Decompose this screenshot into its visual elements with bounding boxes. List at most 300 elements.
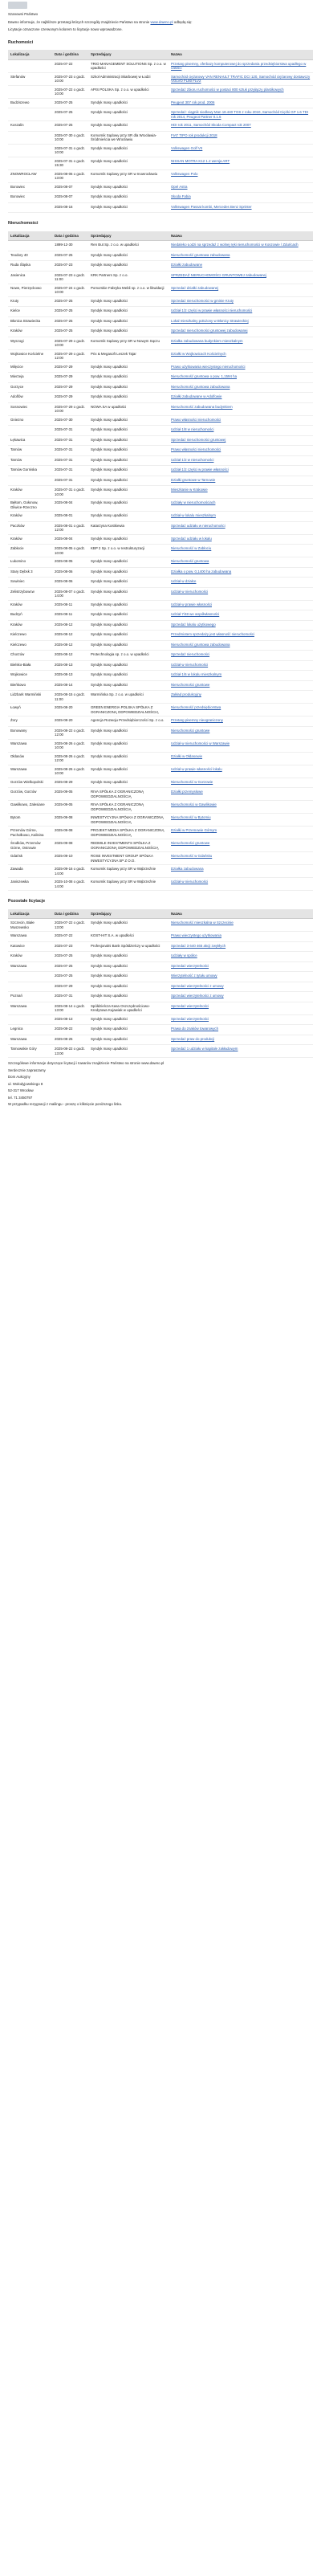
cell-location: Stefanów	[8, 72, 52, 85]
dawno-logo[interactable]	[8, 2, 27, 9]
cell-title-link[interactable]: Nieruchomość w Gorzowie	[169, 778, 313, 788]
cell-date: 2025-08-07	[52, 182, 88, 193]
cell-title-link[interactable]: Sprzedaż nieruchomości	[169, 651, 313, 661]
cell-location: Sosnowiec	[8, 402, 52, 415]
cell-location: Kielce	[8, 307, 52, 317]
cell-seller: Syndyk masy upadłości	[88, 261, 169, 271]
cell-title-link[interactable]: Sprzedaż nieruchomości w gminie Kruty	[169, 296, 313, 307]
table-row	[8, 296, 313, 307]
cell-location	[8, 131, 52, 144]
cell-title-link[interactable]: Sprzedaż lokalu użytkowego	[169, 620, 313, 631]
cell-date: 2025-07-31	[52, 466, 88, 476]
table-row	[8, 98, 313, 108]
cell-title-link[interactable]: Działki zabudowane w Adolfowie	[169, 393, 313, 403]
table-row	[8, 415, 313, 426]
cell-title-link[interactable]: Działki w Przemowie Górnym	[169, 827, 313, 839]
cell-seller: Syndyk masy upadłości	[88, 512, 169, 522]
table-row	[8, 382, 313, 393]
cell-title-link[interactable]: Przetarg pisemny, oferbazy komputerowej do sprzedania przedsiębiorstwa upadłego w całości	[169, 59, 313, 72]
cell-location: Lidzbark Warmiński	[8, 691, 52, 704]
table-row	[8, 631, 313, 641]
cell-title-link[interactable]: Nieruchomość gruntowa zabudowana	[169, 640, 313, 651]
cell-date: 2025-08-07	[52, 193, 88, 203]
cell-location: Zelistrzybowcw	[8, 587, 52, 600]
cell-date: 2025-07-25	[52, 251, 88, 261]
cell-location: Mierzeja	[8, 373, 52, 383]
cell-title-link[interactable]: FIAT TIPO rok produkcji 2018	[169, 131, 313, 144]
cell-title-link[interactable]: Udziały w nieruchomościach	[169, 499, 313, 512]
cell-date: 2025-07-25	[52, 327, 88, 337]
cell-date: 2025-08-14	[52, 680, 88, 691]
table-row	[8, 788, 313, 801]
cell-location: Stary Dębsk 3	[8, 567, 52, 578]
cell-date: 2025-08-16	[52, 202, 88, 213]
cell-date: 2025-07-25	[52, 121, 88, 132]
cell-title-link[interactable]: Zakład produkcyjny	[169, 691, 313, 704]
cell-location	[8, 1014, 52, 1025]
cell-title-link[interactable]: Udział w prawie własności lokalu	[169, 765, 313, 778]
cell-location: Kraków	[8, 327, 52, 337]
table-header-row	[8, 50, 313, 59]
new-auctions-note: Licytacje oznaczone czerwonym kolorem to licytacje nowo wprowadzone.	[8, 27, 123, 31]
cell-location: Koszalin	[8, 121, 52, 132]
cell-date: 2025-08-01	[52, 512, 88, 522]
cell-title-link[interactable]: Peugeot 307 rok prod. 2006	[169, 98, 313, 108]
table-row	[8, 202, 313, 213]
cell-date: 2025-07-31	[52, 992, 88, 1002]
cell-date: 2025-08-12	[52, 640, 88, 651]
cell-date: 2025-08-26 o godz. 10:00	[52, 739, 88, 752]
cell-location	[8, 85, 52, 98]
cell-date: 2025-08-22	[52, 1025, 88, 1035]
cell-date: 2025-08-26 o godz. 10:00	[52, 765, 88, 778]
cell-title-link[interactable]: Nieruchomości gruntowe	[169, 680, 313, 691]
cell-location: Gawlikowo, Zalesiane	[8, 801, 52, 814]
cell-location: Bieńkowo	[8, 680, 52, 691]
cell-title-link[interactable]: Wierzytelność z tytułu umowy	[169, 972, 313, 982]
cell-seller: Syndyk masy upadłości	[88, 631, 169, 641]
cell-title-link[interactable]: Sprzedaż udziału w nieruchomości	[169, 521, 313, 534]
table-row	[8, 827, 313, 839]
cell-seller: Syndyk masy upadłości	[88, 455, 169, 466]
cell-location: Kielczewo	[8, 640, 52, 651]
cell-title-link[interactable]: Nieruchomość gruntowa zabudowana	[169, 251, 313, 261]
cell-seller: Syndyk masy upadłości	[88, 316, 169, 327]
cell-seller: Syndyk masy upadłości	[88, 415, 169, 426]
cell-date: 2025-07-31 o godz. 15:30	[52, 157, 88, 169]
cell-title-link[interactable]: Udział 1/6 w lokalu mieszkalnym	[169, 671, 313, 681]
table-row	[8, 640, 313, 651]
table-row	[8, 72, 313, 85]
cell-title-link[interactable]: Udziały w spółce	[169, 952, 313, 962]
table-row	[8, 778, 313, 788]
cell-title-link[interactable]: Udział w nieruchomości	[169, 660, 313, 671]
cell-seller: APIS POLSKA Sp. z o.o. w upadłości	[88, 85, 169, 98]
cell-title-link[interactable]: Udział w nieruchomości	[169, 587, 313, 600]
table-row	[8, 726, 313, 739]
cell-seller: Syndyk masy upadłości	[88, 600, 169, 610]
cell-title-link[interactable]: Działki przemysłowe	[169, 788, 313, 801]
cell-location	[8, 982, 52, 992]
cell-seller: PROJEKT MEDIA SPÓŁKA Z OGRANICZONĄ ODPOWIEDZIALNOŚCIĄ	[88, 827, 169, 839]
cell-title-link[interactable]: Nieruchomość gruntowa	[169, 557, 313, 568]
table-row	[8, 85, 313, 98]
cell-date: 2025-07-31	[52, 435, 88, 446]
cell-title-link[interactable]: Sprzedaż wierzytelności	[169, 961, 313, 972]
cell-title-link[interactable]: Działki w Ołdasowie	[169, 752, 313, 765]
cell-title-link[interactable]: Nieruchomość zabudowana budynkiem	[169, 402, 313, 415]
cell-location: Nowe, Pierzęckowo	[8, 284, 52, 296]
table-row	[8, 362, 313, 373]
cell-location	[8, 972, 52, 982]
cell-title-link[interactable]: Przedmiotem sprzedaży jest własność nieruchomości	[169, 631, 313, 641]
cell-seller: Syndyk masy upadłości	[88, 919, 169, 932]
cell-date: 2025-08-11	[52, 610, 88, 621]
cell-seller: Syndyk masy upadłości	[88, 435, 169, 446]
cell-location: Przemów Górne, Pachołkowo, Kalisina	[8, 827, 52, 839]
cell-title-link[interactable]: Działki gruntowe w Tarnowie	[169, 476, 313, 486]
cell-title-link[interactable]: Udział 7/48 we współwłasności	[169, 610, 313, 621]
cell-title-link[interactable]: Sprzedaż 3 640 465 akcji zwykłych	[169, 941, 313, 952]
cell-location: Bęłtom, Gołonow, Gliwice-Rzeczno	[8, 499, 52, 512]
cell-seller: Komornik Sądowy przy SR w Nowym Sączu	[88, 337, 169, 349]
table-row	[8, 373, 313, 383]
cell-date: 2025-07-29 o godz. 10:00	[52, 337, 88, 349]
cell-title-link[interactable]: Skoda Fabia	[169, 193, 313, 203]
cell-seller: Syndyk masy upadłości	[88, 1035, 169, 1045]
table-row	[8, 801, 313, 814]
cell-title-link[interactable]: Udział 1/2 części w prawie własności	[169, 466, 313, 476]
cell-date: 2025-07-25	[52, 98, 88, 108]
cell-seller: Syndyk masy upadłości	[88, 393, 169, 403]
table-row	[8, 600, 313, 610]
cell-date: 2025-08-20	[52, 704, 88, 716]
cell-seller: Syndyk masy upadłości	[88, 557, 169, 568]
cell-seller: Syndyk masy upadłości	[88, 752, 169, 765]
cell-seller: Syndyk masy upadłości	[88, 121, 169, 132]
cell-date: 2025-08-04	[52, 499, 88, 512]
cell-seller: Syndyk masy upadłości	[88, 362, 169, 373]
cell-seller: KBP 2 Sp. z o.o. w restrukturyzacji	[88, 545, 169, 557]
cell-seller: GREEN ENERGIA POLSKA SPÓŁKA Z OGRANICZONĄ ODPOWIEDZIALNOŚCIĄ	[88, 704, 169, 716]
cell-date: 2025-09-05	[52, 801, 88, 814]
cell-date: 2025-08-05 o godz. 10:00	[52, 545, 88, 557]
cell-title-link[interactable]: Sprzedaż wierzytelności z umowy	[169, 982, 313, 992]
cell-seller: NOWA SA w upadłości	[88, 402, 169, 415]
cell-seller: Syndyk masy upadłości	[88, 567, 169, 578]
cell-title-link[interactable]: Sprzedaż praw do produkcji	[169, 1035, 313, 1045]
cell-seller: Agencja Rozwoju Przedsiębiorczości Sp. z o.o.	[88, 716, 169, 727]
cell-seller: Syndyk masy upadłości	[88, 373, 169, 383]
table-row	[8, 765, 313, 778]
cell-seller: Ren But Sp. z o.o. w upadłości	[88, 241, 169, 251]
cell-date: 2025-07-25	[52, 108, 88, 121]
cell-title-link[interactable]: Sprzedaż: ciągnik siodłowy Man 18.440 TGS z roku 2010, Samochód Ciężki GP 1.6 TDI rok 2014, Peugeot Partner 0.1.6	[169, 108, 313, 121]
table-row	[8, 610, 313, 621]
cell-date: 2025-07-31	[52, 455, 88, 466]
cell-location: Bytom	[8, 814, 52, 827]
cell-location: Jasienica	[8, 271, 52, 284]
cell-seller: Syndyk masy upadłości	[88, 961, 169, 972]
cell-location: Ruda Śląska	[8, 261, 52, 271]
cell-title-link[interactable]: Udział w nieruchomości w Warszawie	[169, 739, 313, 752]
column-header: Nazwa	[169, 231, 313, 241]
table-row	[8, 691, 313, 704]
cell-title-link[interactable]: Opel Astra	[169, 182, 313, 193]
cell-location: Kielczewo	[8, 631, 52, 641]
cell-title-link[interactable]: Sprzedaż udziału w lokalu	[169, 534, 313, 545]
cell-location: Kraków	[8, 952, 52, 962]
cell-date: 2025-08-11	[52, 600, 88, 610]
cell-seller: Syndyk masy upadłości	[88, 157, 169, 169]
cell-location: Katowice	[8, 941, 52, 952]
cell-seller: Komornik Sądowy przy SR w Wąbrzeźnie	[88, 865, 169, 878]
cell-location: Chorzów	[8, 651, 52, 661]
cell-date: 2025-07-23 o godz. 11:00	[52, 271, 88, 284]
table-row	[8, 1002, 313, 1014]
cell-date: 2025-09-08	[52, 814, 88, 827]
cell-title-link[interactable]: Sprzedaż wierzytelności z umowy	[169, 992, 313, 1002]
cell-date: 2025-07-31	[52, 476, 88, 486]
cell-location: Łękawica	[8, 435, 52, 446]
cell-title-link[interactable]: Nieruchomości w Gawlikowie	[169, 801, 313, 814]
table-row	[8, 578, 313, 588]
cell-date: 2025-08-13	[52, 660, 88, 671]
cell-location: Paczków	[8, 521, 52, 534]
cell-title-link[interactable]: Sprzedaż zbioru ruchomości w postaci 800 sztuk przyłączy plastikowych	[169, 85, 313, 98]
table-row	[8, 316, 313, 327]
cell-seller: REDMILE INVESTMENTS SPÓŁKA Z OGRANICZONĄ ODPOWIEDZIALNOŚCIĄ	[88, 839, 169, 852]
cell-seller: Syndyk masy upadłości	[88, 680, 169, 691]
cell-seller: Syndyk masy upadłości	[88, 610, 169, 621]
cell-title-link[interactable]: Udział 1/2 w nieruchomości	[169, 455, 313, 466]
intro-link[interactable]: www.dawno.pl	[150, 19, 173, 24]
table-row	[8, 752, 313, 765]
cell-location: Warszawa	[8, 1035, 52, 1045]
cell-title-link[interactable]: Nieruchomość w Gdańsku	[169, 852, 313, 865]
cell-location: Legnica	[8, 1025, 52, 1035]
table-row	[8, 307, 313, 317]
cell-date: 2025-09-05	[52, 788, 88, 801]
cell-title-link[interactable]: Nieruchomość gruntowa o pow. 1,1594 ha	[169, 373, 313, 383]
table-row	[8, 349, 313, 362]
table-row	[8, 435, 313, 446]
cell-title-link[interactable]: Udział w działce	[169, 578, 313, 588]
table-row	[8, 932, 313, 942]
table-row	[8, 486, 313, 499]
cell-title-link[interactable]: Prawo własności nieruchomości	[169, 415, 313, 426]
cell-title-link[interactable]: Udział w prawie własności	[169, 600, 313, 610]
cell-title-link[interactable]: Udział 1/2 części w prawie własności nieruchomości	[169, 307, 313, 317]
cell-title-link[interactable]: Mieszkanie w Krakowie	[169, 486, 313, 499]
cell-title-link[interactable]: Działka zabudowana	[169, 865, 313, 878]
cell-date: 2025-07-29 o godz. 10:00	[52, 402, 88, 415]
column-header: Lokalizacja	[8, 50, 52, 59]
table-header-row	[8, 909, 313, 919]
cell-seller: KOST-HIT S.A. w upadłości	[88, 932, 169, 942]
cell-title-link[interactable]: SPRZEDAŻ NIERUCHOMOŚCI GRUNTOWEJ zabudowanej	[169, 271, 313, 284]
cell-location	[8, 476, 52, 486]
cell-seller: Komornik Sądowy przy SR w Wąbrzeźnie	[88, 878, 169, 891]
cell-title-link[interactable]: Sprzedaż wierzytelności	[169, 1002, 313, 1014]
cell-title-link[interactable]: HDI rok 2011, Samochód Skoda Compact rok 2007	[169, 121, 313, 132]
cell-title-link[interactable]: Nieruchomość w Bytomiu	[169, 814, 313, 827]
cell-title-link[interactable]: Sprzedaż nieruchomości gruntowej zabudowanej	[169, 327, 313, 337]
table-row	[8, 982, 313, 992]
cell-title-link[interactable]: Udział w lokalu mieszkalnym	[169, 512, 313, 522]
table-row	[8, 131, 313, 144]
table-row	[8, 671, 313, 681]
cell-seller: Syndyk masy upadłości	[88, 307, 169, 317]
cell-location: Szczecin, Białe Muszewsko	[8, 919, 52, 932]
cell-date: 2025-07-25	[52, 952, 88, 962]
cell-seller: Syndyk masy upadłości	[88, 534, 169, 545]
cell-location: Zabłocie	[8, 545, 52, 557]
auction-table	[8, 50, 313, 213]
table-row	[8, 337, 313, 349]
section-title: Pozostałe licytacje	[8, 899, 46, 904]
cell-title-link[interactable]: Sprzedaż działki zabudowanej	[169, 284, 313, 296]
table-row	[8, 651, 313, 661]
cell-seller: Syndyk masy upadłości	[88, 251, 169, 261]
cell-seller: Syndyk masy upadłości	[88, 1025, 169, 1035]
cell-title-link[interactable]: Nieruchomości gruntowe	[169, 839, 313, 852]
cell-seller: Syndyk masy upadłości	[88, 193, 169, 203]
column-header: Lokalizacja	[8, 909, 52, 919]
cell-seller: Syndyk masy upadłości	[88, 587, 169, 600]
cell-seller: Syndyk masy upadłości	[88, 972, 169, 982]
cell-seller: Syndyk masy upadłości	[88, 992, 169, 1002]
table-row	[8, 284, 313, 296]
cell-seller: Syndyk masy upadłości	[88, 466, 169, 476]
cell-title-link[interactable]: Lokal mieszkalny położony w Błonicy Strawieckiej	[169, 316, 313, 327]
cell-date: 2025-07-31 o godz. 10:00	[52, 144, 88, 157]
cell-title-link[interactable]: Volkswagen Passat kombi, Mercedes Benz Sprinter	[169, 202, 313, 213]
section-title: Ruchomości	[8, 39, 34, 45]
cell-location: Gdańsk	[8, 852, 52, 865]
cell-title-link[interactable]: Prawo własności nieruchomości	[169, 446, 313, 456]
cell-location: Zawada	[8, 865, 52, 878]
cell-date: 2025-07-29	[52, 373, 88, 383]
cell-date: 2025-07-23 o godz. 10:00	[52, 72, 88, 85]
cell-title-link[interactable]: Sprzedaż 1 udziału w kapitale zakładowym	[169, 1045, 313, 1058]
cell-date: 2025-07-31	[52, 426, 88, 436]
table-row	[8, 852, 313, 865]
cell-location: Adolfów	[8, 393, 52, 403]
cell-seller: Protechnologia sp. z o.o. w upadłości	[88, 651, 169, 661]
cell-title-link[interactable]: Samochód ciężarowy VAN RENAULT TRAFIC DCI 120, Samochód ciężarowy dostawczy VOLVO FL80 FLV2	[169, 72, 313, 85]
cell-seller: Syndyk masy upadłości	[88, 499, 169, 512]
cell-title-link[interactable]: Nieruchomość mieszkalna w Szczecinie	[169, 919, 313, 932]
cell-location: Ołdasów	[8, 752, 52, 765]
cell-title-link[interactable]: Działki w Wojkowicach Kościelnych	[169, 349, 313, 362]
cell-title-link[interactable]: Sprzedaż nieruchomości gruntowej	[169, 435, 313, 446]
table-row	[8, 941, 313, 952]
table-row	[8, 241, 313, 251]
cell-date: 2025-09-08	[52, 839, 88, 852]
cell-date: 2025-08-26 o godz. 12:00	[52, 752, 88, 765]
cell-date: 2025-07-23	[52, 941, 88, 952]
cell-location	[8, 241, 52, 251]
cell-location: Borowiec	[8, 182, 52, 193]
cell-seller: Pomorskie Fabryka Mebli sp. z o.o. w likwidacji	[88, 284, 169, 296]
cell-title-link[interactable]: Volkswagen Polo	[169, 169, 313, 182]
cell-location: Gorzyce	[8, 382, 52, 393]
cell-seller: INWESTYCYJNA SPÓŁKA Z OGRANICZONĄ ODPOWIEDZIALNOŚCIĄ	[88, 814, 169, 827]
cell-location: Kraków	[8, 486, 52, 499]
cell-location: Kraków	[8, 534, 52, 545]
cell-seller: Syndyk masy upadłości	[88, 98, 169, 108]
cell-title-link[interactable]: Działki zabudowane	[169, 261, 313, 271]
intro-text: Dawno informuje, że najbliższe przetargi których szczegóły znajdziecie Państwo na stronie	[8, 19, 150, 24]
cell-date: 2025-08-06	[52, 578, 88, 588]
cell-seller: Komornik Sądowy przy SR w Inowrocławiu	[88, 169, 169, 182]
cell-date: 2025-08-07 o godz. 14:00	[52, 587, 88, 600]
cell-location	[8, 157, 52, 169]
table-row	[8, 182, 313, 193]
table-row	[8, 466, 313, 476]
cell-title-link[interactable]: Nieruchomość przedsiębiorstwa	[169, 704, 313, 716]
cell-location: Kraków	[8, 620, 52, 631]
cell-title-link[interactable]: Volkswagen Golf VII	[169, 144, 313, 157]
table-row	[8, 878, 313, 891]
cell-title-link[interactable]: Nieruchomości gruntowe	[169, 726, 313, 739]
cell-title-link[interactable]: Działka zabudowana budynkiem mieszkalnym	[169, 337, 313, 349]
cell-date: 2025-07-25	[52, 296, 88, 307]
table-row	[8, 393, 313, 403]
cell-date: 2025-07-22	[52, 59, 88, 72]
cell-location: Tarnów	[8, 455, 52, 466]
cell-title-link[interactable]: Prawo wieczystego użytkowania	[169, 932, 313, 942]
cell-title-link[interactable]: Przetarg pisemny nieograniczony	[169, 716, 313, 727]
cell-title-link[interactable]: Sprzedaż wierzytelności	[169, 1014, 313, 1025]
cell-title-link[interactable]: Prawa do znaków towarowych	[169, 1025, 313, 1035]
cell-title-link[interactable]: Nieruchomość w Zabłociu	[169, 545, 313, 557]
table-row	[8, 476, 313, 486]
auction-table	[8, 909, 313, 1059]
cell-seller: Syndyk masy upadłości	[88, 296, 169, 307]
cell-date: 2025-07-25	[52, 316, 88, 327]
cell-location: Milęcice	[8, 362, 52, 373]
cell-seller: Syndyk masy upadłości	[88, 446, 169, 456]
column-header: Nazwa	[169, 50, 313, 59]
cell-seller: Warmińska Sp. z o.o. w upadłości	[88, 691, 169, 704]
cell-seller: Syndyk masy upadłości	[88, 739, 169, 752]
cell-title-link[interactable]: Prawo użytkowania wieczystego nieruchomości	[169, 362, 313, 373]
cell-location: Błonica Strawiecka	[8, 316, 52, 327]
cell-seller: Syndyk masy upadłości	[88, 765, 169, 778]
cell-title-link[interactable]: Udział w nieruchomości	[169, 878, 313, 891]
cell-seller: Syndyk masy upadłości	[88, 1014, 169, 1025]
cell-seller: Komornik Sądowy przy SR dla Wrocławia-Śródmieścia we Wrocławiu	[88, 131, 169, 144]
cell-title-link[interactable]: NISSAN MOTRA K12 1.2 wersja ART	[169, 157, 313, 169]
table-row	[8, 426, 313, 436]
cell-location: Warszawa	[8, 932, 52, 942]
cell-seller: Syndyk masy upadłości	[88, 778, 169, 788]
cell-location: Poznań	[8, 992, 52, 1002]
column-header: Nazwa	[169, 909, 313, 919]
cell-location: Kraków	[8, 600, 52, 610]
cell-seller: Syndyk masy upadłości	[88, 982, 169, 992]
cell-title-link[interactable]: Działka o pow. 0,1400 ha zabudowana	[169, 567, 313, 578]
cell-title-link[interactable]: Niedaleko Łodzi na sprzedaż z wolnej ręki nieruchomości w Koszowie / Zduńcach	[169, 241, 313, 251]
cell-date: 2025-08-05	[52, 557, 88, 568]
cell-title-link[interactable]: Nieruchomość gruntowa zabudowana	[169, 382, 313, 393]
cell-date: 2025-07-29	[52, 982, 88, 992]
table-row	[8, 261, 313, 271]
cell-location	[8, 59, 52, 72]
cell-title-link[interactable]: Udział 1/8 w nieruchomości	[169, 426, 313, 436]
